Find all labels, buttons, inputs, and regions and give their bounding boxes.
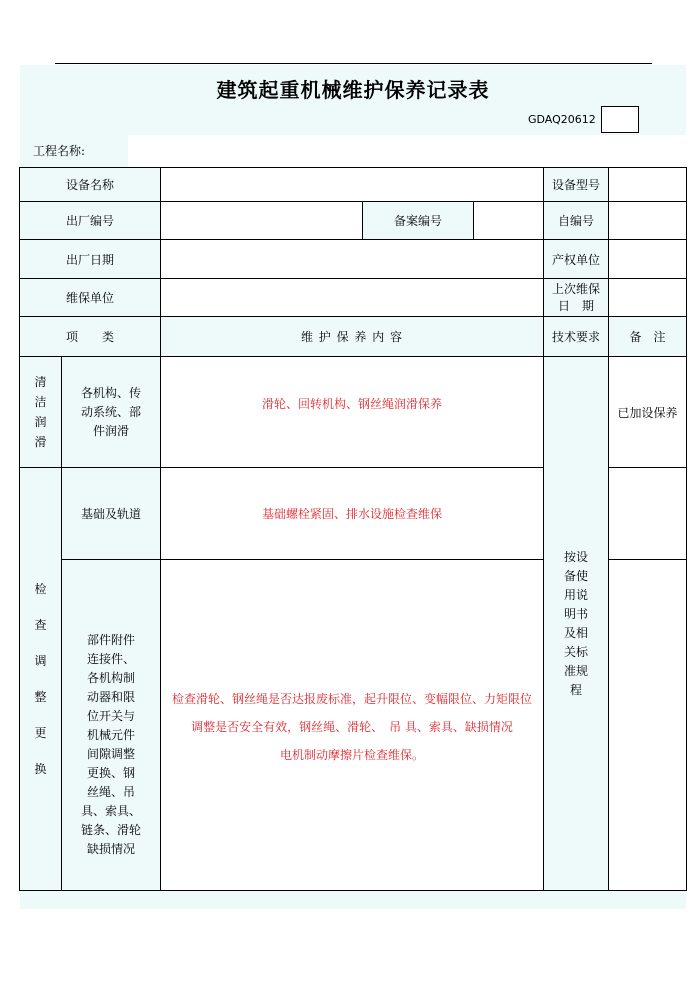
maint-unit-value[interactable]: [161, 279, 544, 317]
equipment-name-value[interactable]: [161, 168, 544, 202]
owner-label: 产权单位: [544, 240, 609, 279]
record-no-value[interactable]: [474, 202, 544, 240]
row1-content[interactable]: 滑轮、回转机构、钢丝绳润滑保养: [161, 357, 544, 468]
factory-no-value[interactable]: [161, 202, 363, 240]
section-check-adjust-replace: 检 查 调 整 更 换: [20, 468, 62, 891]
factory-date-value[interactable]: [161, 240, 544, 279]
last-maint-line-2: 日 期: [558, 298, 595, 313]
factory-no-label: 出厂编号: [20, 202, 161, 240]
row3-sub-item: 部件附件 连接件、 各机构制 动器和限 位开关与 机械元件 间隙调整 更换、钢 丝绳、吊 具、索具、 链条、滑轮 缺损情况: [62, 560, 161, 891]
project-name-field[interactable]: [128, 135, 686, 168]
form-code: GDAQ20612: [528, 113, 596, 126]
tech-requirement: 按设 备使 用说 明书 及相 关标 准规 程: [544, 357, 609, 891]
top-rule: [55, 63, 652, 64]
record-no-label: 备案编号: [363, 202, 474, 240]
section-clean-lubricate: 清 洁 润 滑: [20, 357, 62, 468]
header-remark: 备 注: [609, 317, 687, 357]
row1-remark[interactable]: 已加设保养: [609, 357, 687, 468]
header-tech: 技术要求: [544, 317, 609, 357]
header-content: 维 护 保 养 内 容: [161, 317, 544, 357]
project-name-label: 工程名称:: [33, 144, 86, 158]
last-maint-date-label: [544, 279, 609, 317]
footer-background: [20, 891, 686, 909]
factory-date-label: 出厂日期: [20, 240, 161, 279]
equipment-name-label: 设备名称: [20, 168, 161, 202]
row3-content[interactable]: 检查滑轮、钢丝绳是否达报废标准，起升限位、变幅限位、力矩限位 调整是否安全有效，钢丝绳、滑轮、 吊 具、索具、缺损情况 电机制动摩擦片检查维保。: [161, 560, 544, 891]
form-code-box[interactable]: [601, 106, 639, 133]
row1-sub-item: 各机构、传 动系统、部 件润滑: [62, 357, 161, 468]
row2-sub-item: 基础及轨道: [62, 468, 161, 560]
owner-value[interactable]: [609, 240, 687, 279]
form-title: 建筑起重机械维护保养记录表: [216, 78, 490, 102]
row3-remark[interactable]: [609, 560, 687, 891]
last-maint-line-1: 上次维保: [552, 281, 601, 296]
header-category: 项 类: [20, 317, 161, 357]
self-no-value[interactable]: [609, 202, 687, 240]
equipment-model-value[interactable]: [609, 168, 687, 202]
maint-unit-label: 维保单位: [20, 279, 161, 317]
row2-content[interactable]: 基础螺栓紧固、排水设施检查维保: [161, 468, 544, 560]
maintenance-record-table: [19, 167, 687, 891]
equipment-model-label: 设备型号: [544, 168, 609, 202]
self-no-label: 自编号: [544, 202, 609, 240]
row2-remark[interactable]: [609, 468, 687, 560]
last-maint-date-value[interactable]: [609, 279, 687, 317]
